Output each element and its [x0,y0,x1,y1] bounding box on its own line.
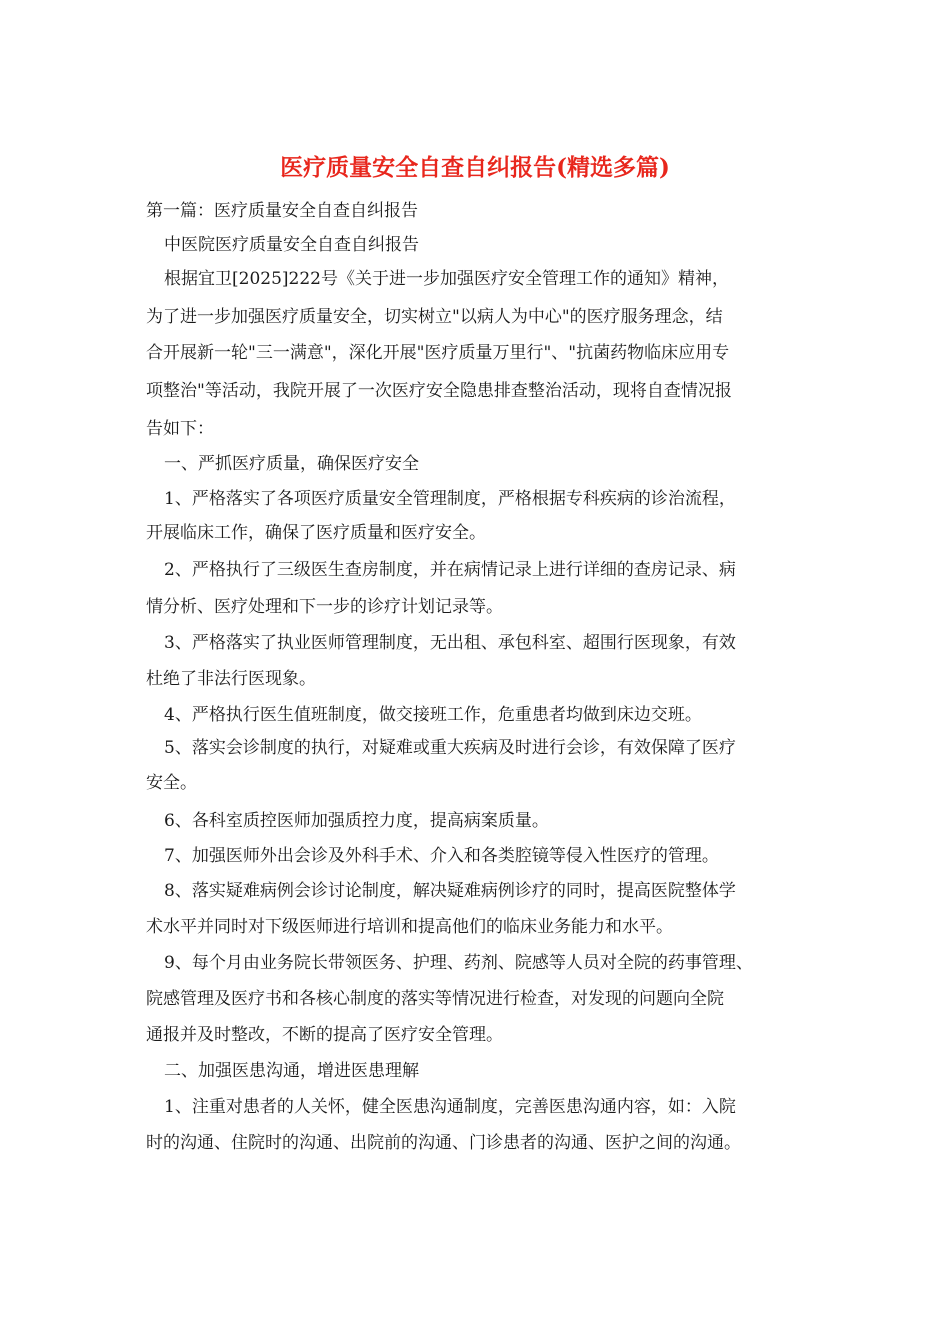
paragraph-line: 项整治"等活动，我院开展了一次医疗安全隐患排查整治活动，现将自查情况报 [146,381,732,401]
paragraph-line: 4、严格执行医生值班制度，做交接班工作，危重患者均做到床边交班。 [164,705,702,725]
paragraph-line: 1、严格落实了各项医疗质量安全管理制度，严格根据专科疾病的诊治流程， [164,489,736,509]
paragraph-line: 告如下： [146,419,214,439]
section-heading: 二、加强医患沟通，增进医患理解 [164,1061,419,1081]
paragraph-line: 8、落实疑难病例会诊讨论制度，解决疑难病例诊疗的同时，提高医院整体学 [164,881,736,901]
paragraph-line: 合开展新一轮"三一满意"，深化开展"医疗质量万里行"、"抗菌药物临床应用专 [146,343,730,363]
section-heading: 第一篇：医疗质量安全自查自纠报告 [146,201,418,221]
paragraph-line: 杜绝了非法行医现象。 [146,669,316,689]
paragraph-line: 5、落实会诊制度的执行，对疑难或重大疾病及时进行会诊，有效保障了医疗 [164,738,736,758]
paragraph-line: 术水平并同时对下级医师进行培训和提高他们的临床业务能力和水平。 [146,917,673,937]
paragraph-line: 通报并及时整改，不断的提高了医疗安全管理。 [146,1025,503,1045]
document-title: 医疗质量安全自查自纠报告(精选多篇) [280,154,670,181]
paragraph-line: 为了进一步加强医疗质量安全，切实树立"以病人为中心"的医疗服务理念，结 [146,307,723,327]
paragraph-line: 2、严格执行了三级医生查房制度，并在病情记录上进行详细的查房记录、病 [164,560,736,580]
paragraph-line: 6、各科室质控医师加强质控力度，提高病案质量。 [164,811,549,831]
section-heading: 一、严抓医疗质量，确保医疗安全 [164,454,419,474]
paragraph-line: 开展临床工作，确保了医疗质量和医疗安全。 [146,523,486,543]
paragraph-line: 根据宜卫[2025]222号《关于进一步加强医疗安全管理工作的通知》精神， [164,269,729,289]
paragraph-line: 时的沟通、住院时的沟通、出院前的沟通、门诊患者的沟通、医护之间的沟通。 [146,1133,741,1153]
paragraph-line: 情分析、医疗处理和下一步的诊疗计划记录等。 [146,597,503,617]
paragraph-line: 3、严格落实了执业医师管理制度，无出租、承包科室、超围行医现象，有效 [164,633,736,653]
paragraph-line: 1、注重对患者的人关怀，健全医患沟通制度，完善医患沟通内容，如：入院 [164,1097,736,1117]
report-subtitle: 中医院医疗质量安全自查自纠报告 [164,235,419,255]
paragraph-line: 7、加强医师外出会诊及外科手术、介入和各类腔镜等侵入性医疗的管理。 [164,846,719,866]
paragraph-line: 安全。 [146,773,197,793]
paragraph-line: 院感管理及医疗书和各核心制度的落实等情况进行检查，对发现的问题向全院 [146,989,724,1009]
paragraph-line: 9、每个月由业务院长带领医务、护理、药剂、院感等人员对全院的药事管理、 [164,953,753,973]
